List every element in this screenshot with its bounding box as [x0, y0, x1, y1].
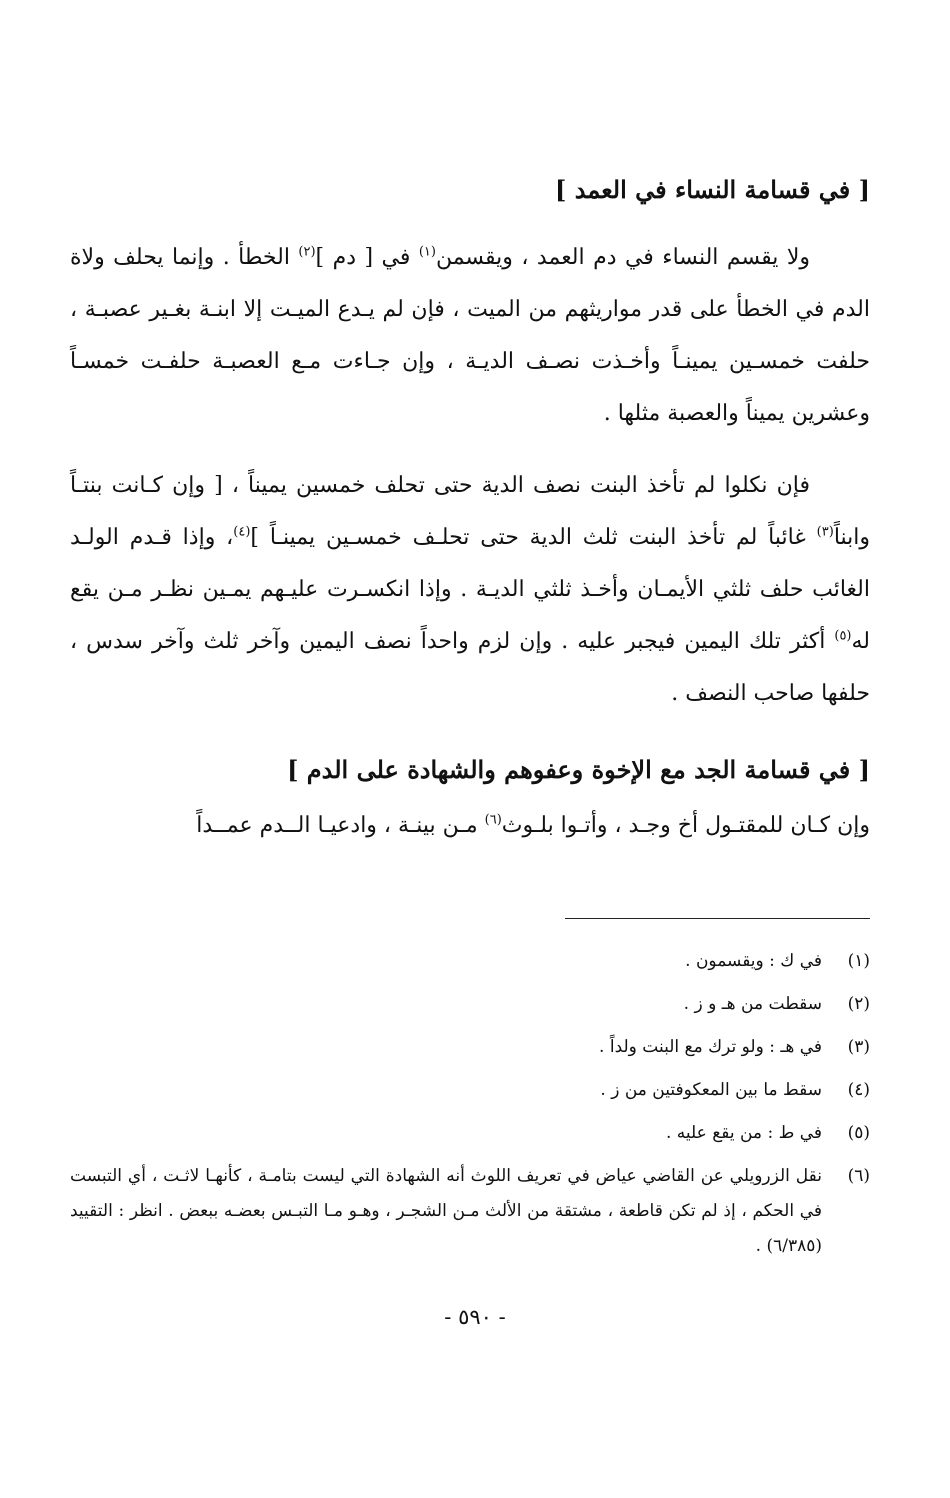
- paragraph-1: [70, 232, 870, 440]
- footnote-text: في ط : من يقع عليه .: [665, 1123, 822, 1143]
- p1-text-3: الخطأ . وإنما يحلف ولاة الدم في الخطأ على قدر مواريثهم من الميت ، فإن لم يـدع الميـت إلا ابنـة بغـير عصبـة ، حلفت خمسـين يمينـاً وأخـذت نصـف الديـة ، وإن جـاءت مـع العصبـة حلفـت خمسـاً وعشرين يميناً والعصبة مثلها .: [70, 245, 870, 426]
- footnote-text: نقل الزرويلي عن القاضي عياض في تعريف اللوث أنه الشهادة التي ليست بتامـة ، كأنهـا لاثـت ، أي التبست في الحكم ، إذ لم تكن قاطعة ، مشتقة من الألث مـن الشجـر ، وهـو مـا التبـس بعضـه ببعض . انظر : التقييد (٦/٣٨٥) .: [70, 1166, 822, 1256]
- p3-text-1: وإن كـان للمقتـول أخ وجـد ، وأتـوا بلـوث: [501, 813, 870, 838]
- paragraph-3-block: [70, 800, 870, 852]
- footnote-5: [70, 1112, 870, 1155]
- footnote-text: سقط ما بين المعكوفتين من ز .: [600, 1080, 822, 1100]
- footnote-2: [70, 983, 870, 1026]
- footnote-number: (٢): [847, 994, 870, 1014]
- footnote-number: (٤): [847, 1080, 870, 1100]
- footnote-ref-6: (٦): [484, 812, 502, 828]
- footnote-number: (٥): [847, 1123, 870, 1143]
- footnote-3: [70, 1026, 870, 1069]
- footnote-number: (١): [847, 951, 870, 971]
- section-heading-grandfather-oath: [ في قسامة الجد مع الإخوة وعفوهم والشهادة على الدم ]: [287, 755, 870, 784]
- footnote-ref-2: (٢): [298, 244, 316, 260]
- footnote-ref-4: (٤): [233, 524, 251, 540]
- p1-text-1: ولا يقسم النساء في دم العمد ، ويقسمن: [435, 245, 810, 270]
- footnote-ref-1: (١): [418, 244, 436, 260]
- footnote-ref-3: (٣): [816, 524, 834, 540]
- footnote-text: في هـ : ولو ترك مع البنت ولداً .: [599, 1037, 822, 1057]
- paragraph-1-block: [70, 232, 870, 440]
- paragraph-2-block: [70, 460, 870, 720]
- footnotes: [70, 940, 870, 1264]
- footnote-1: [70, 940, 870, 983]
- p3-text-2: مـن بينـة ، وادعيـا الــدم عمــداً: [196, 813, 485, 838]
- p2-text-3: ، وإذا قـدم الولـد الغائب حلف ثلثي الأيمـان وأخـذ ثلثي الديـة . وإذا انكسـرت عليـهم يمـين نظـر مـن يقع له: [70, 525, 870, 654]
- footnote-6: [70, 1159, 870, 1264]
- footnote-4: [70, 1069, 870, 1112]
- p2-text-2: غائباً لم تأخذ البنت ثلث الدية حتى تحلـف خمسـين يمينـاً ]: [250, 525, 817, 550]
- p1-text-2: في [ دم ]: [315, 245, 419, 270]
- footnote-number: (٣): [847, 1037, 870, 1057]
- section-heading-women-oath: [ في قسامة النساء في العمد ]: [555, 175, 870, 204]
- footnote-text: سقطت من هـ و ز .: [683, 994, 822, 1014]
- p2-text-1: فإن نكلوا لم تأخذ البنت نصف الدية حتى تحلف خمسين يميناً ، [ وإن كـانت بنتـاً وابناً: [70, 473, 871, 550]
- paragraph-3: [70, 800, 870, 852]
- page-number: - ٥٩٠ -: [444, 1305, 506, 1329]
- footnote-number: (٦): [847, 1166, 870, 1186]
- paragraph-2: [70, 460, 870, 720]
- p2-text-4: أكثر تلك اليمين فيجبر عليه . وإن لزم واحداً نصف اليمين وآخر ثلث وآخر سدس ، حلفها صاحب النصف .: [70, 629, 870, 706]
- footnote-ref-5: (٥): [834, 628, 852, 644]
- footnote-text: في ك : ويقسمون .: [685, 951, 822, 971]
- footnote-separator: [565, 918, 870, 919]
